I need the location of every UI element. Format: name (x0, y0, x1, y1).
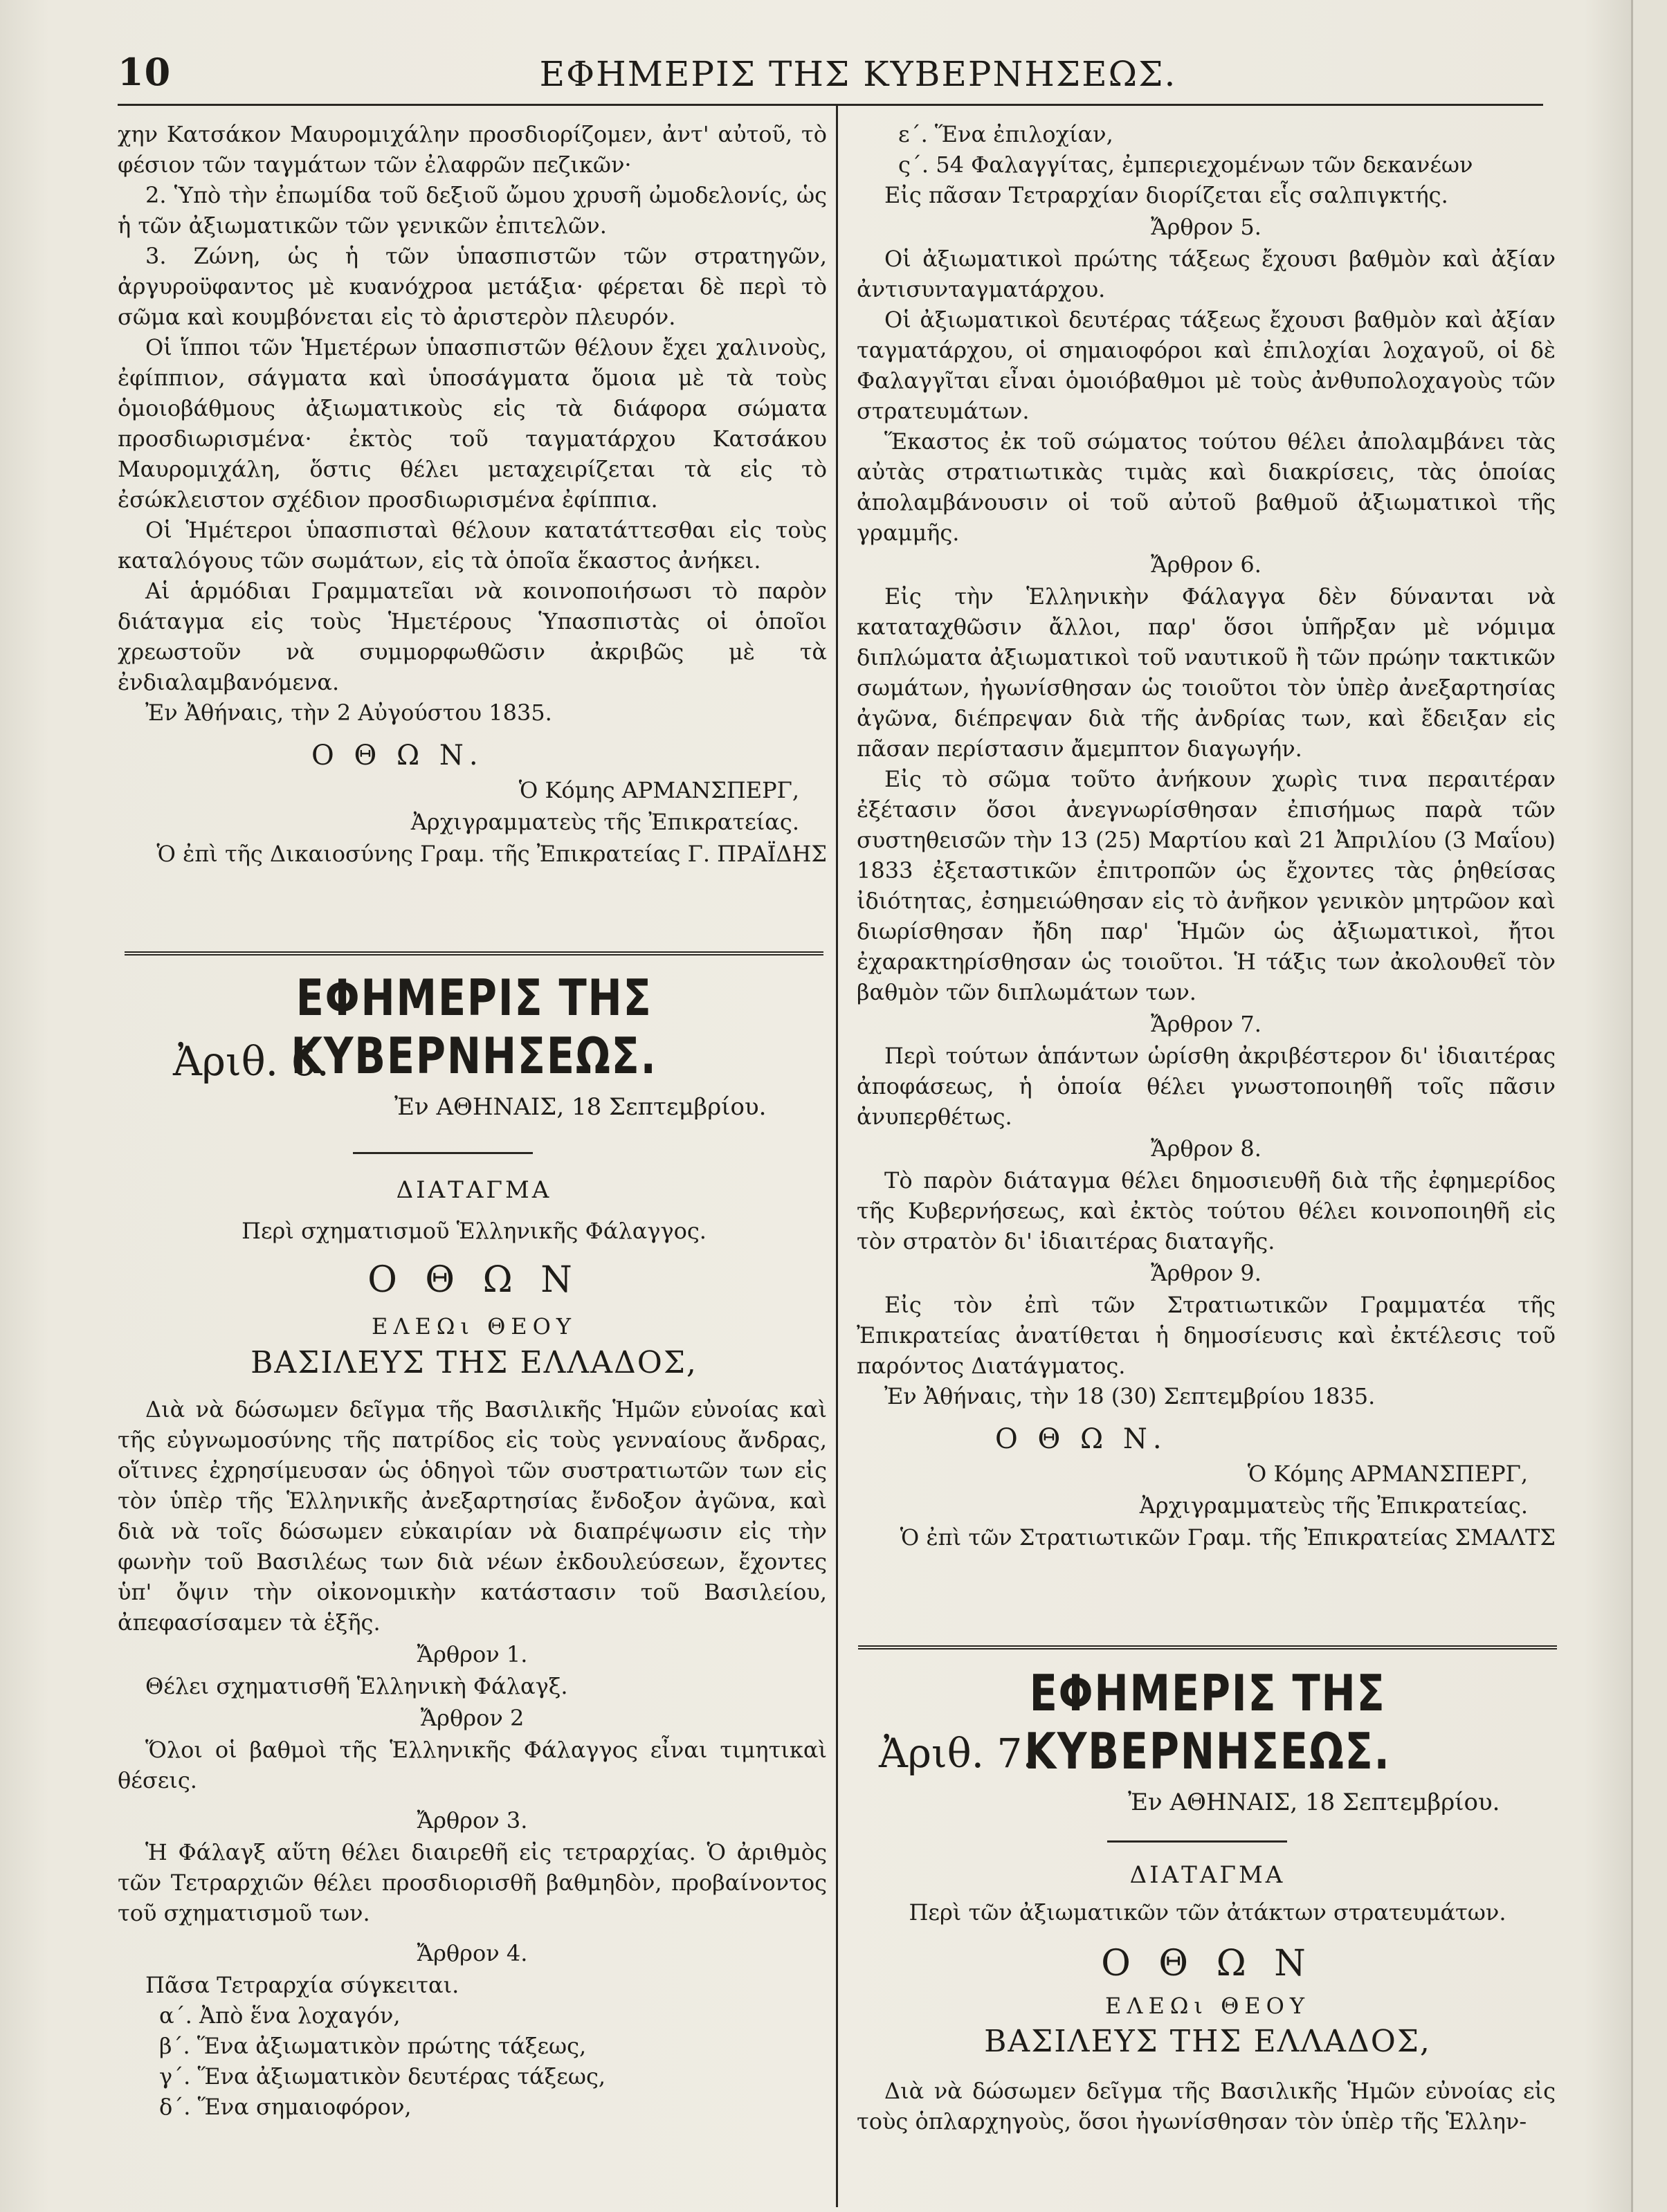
paragraph: Πᾶσα Τετραρχία σύγκειται. (145, 1972, 459, 1998)
right-column-top (857, 119, 1556, 1554)
by-grace-of-god: ΕΛΕΩι ΘΕΟΥ (371, 1313, 577, 1340)
article-heading: Ἄρθρον 1. (417, 1641, 528, 1667)
date-line: Ἐν Ἀθήναις, τὴν 18 (30) Σεπτεμβρίου 1835. (884, 1383, 1376, 1409)
paragraph: Θέλει σχηματισθῆ Ἑλληνικὴ Φάλαγξ. (145, 1673, 568, 1699)
king-signature: Ο Θ Ω Ν. (995, 1423, 1167, 1455)
decree-subject: Περὶ σχηματισμοῦ Ἑλληνικῆς Φάλαγγος. (242, 1218, 707, 1244)
short-rule (353, 1152, 533, 1154)
article-heading: Ἄρθρον 3. (417, 1807, 528, 1834)
masthead-issue-7: ΕΦΗΜΕΡΙΣ ΤΗΣ ΚΥΒΕΡΝΗΣΕΩΣ. (1024, 1664, 1391, 1780)
paragraph: Εἰς τὸν ἐπὶ τῶν Στρατιωτικῶν Γραμματέα τῆς Ἐπικρατείας ἀνατίθεται ἡ δημοσίευσις καὶ ἐκτέλεσις τοῦ παρόντος Διατάγματος. (857, 1292, 1556, 1379)
list-item: δ΄. Ἕνα σημαιοφόρον, (159, 2094, 412, 2120)
paragraph: Εἰς τὴν Ἑλληνικὴν Φάλαγγα δὲν δύνανται νὰ καταταχθῶσιν ἄλλοι, παρ' ὅσοι ὑπῆρξαν μὲ νόμιμα διπλώματα ἀξιωματικοὶ τοῦ ναυτικοῦ ἢ τῶν πρώην τακτικῶν σωμάτων, ἠγωνίσθησαν ὡς τοιοῦτοι τὸν ὑπὲρ ἀνεξαρτησίας ἀγῶνα, διέπρεψαν διὰ τῆς ἀνδρίας των, καὶ ἔδειξαν εἰς πᾶσαν περίστασιν ἄμεμπτον διαγωγήν. (857, 583, 1556, 762)
article-heading: Ἄρθρον 9. (1151, 1260, 1261, 1286)
signature-line: Ὁ ἐπὶ τῆς Δικαιοσύνης Γραμ. τῆς Ἐπικρατείας Γ. ΠΡΑΪΔΗΣ (156, 841, 827, 867)
article-heading: Ἄρθρον 4. (417, 1940, 528, 1966)
king-name: Ο Θ Ω Ν (1101, 1943, 1314, 1984)
list-item: ε΄. Ἕνα ἐπιλοχίαν, (898, 121, 1113, 147)
list-item: β΄. Ἕνα ἀξιωματικὸν πρώτης τάξεως, (159, 2033, 587, 2059)
king-signature: Ο Θ Ω Ν. (311, 740, 484, 771)
left-column-top (118, 119, 827, 870)
signature-line: Ἀρχιγραμματεὺς τῆς Ἐπικρατείας. (410, 809, 799, 835)
article-heading: Ἄρθρον 6. (1151, 551, 1261, 578)
paragraph: Εἰς τὸ σῶμα τοῦτο ἀνήκουν χωρὶς τινα περαιτέραν ἐξέτασιν ὅσοι ἀνεγνωρίσθησαν ἐπισήμως παρὰ τῶν συστηθεισῶν τὴν 13 (25) Μαρτίου καὶ 21 Ἀπριλίου (3 Μαΐου) 1833 ἐξεταστικῶν ἐπιτροπῶν ὡς ἔχοντες τὰς ῥηθείσας ἰδιότητας, ἐσημειώθησαν εἰς τὸ ἀνῆκον γενικὸν μητρῶον καὶ διωρίσθησαν ἤδη παρ' Ἡμῶν ὡς ἀξιωματικοὶ, ἤτοι ἐχαρακτηρίσθησαν ὡς τοιοῦτοι. Ἡ τάξις των ἀκολουθεῖ τὸν βαθμὸν τῶν διπλωμάτων των. (857, 766, 1556, 1005)
adjacent-page-edge (1631, 0, 1667, 2212)
king-title: ΒΑΣΙΛΕΥΣ ΤΗΣ ΕΛΛΑΔΟΣ, (250, 1345, 698, 1380)
paragraph: Περὶ τούτων ἁπάντων ὡρίσθη ἀκριβέστερον δι' ἰδιαιτέρας ἀποφάσεως, ἡ ὁποία θέλει γνωστοποιηθῆ τοῖς πᾶσιν ἀνυπερθέτως. (857, 1043, 1556, 1130)
article-heading: Ἄρθρον 7. (1151, 1011, 1261, 1037)
issue-separator-rule (858, 1645, 1557, 1649)
decree-subject: Περὶ τῶν ἀξιωματικῶν τῶν ἀτάκτων στρατευμάτων. (909, 1899, 1506, 1926)
paragraph: Ἕκαστος ἐκ τοῦ σώματος τούτου θέλει ἀπολαμβάνει τὰς αὐτὰς στρατιωτικὰς τιμὰς καὶ διακρίσεις, τὰς ὁποίας ἀπολαμβάνουσιν οἱ τοῦ αὐτοῦ βαθμοῦ ἀξιωματικοὶ τῆς γραμμῆς. (857, 428, 1556, 546)
short-rule (1107, 1840, 1287, 1843)
article-heading: Ἄρθρον 5. (1151, 214, 1261, 240)
paragraph: Ὅλοι οἱ βαθμοὶ τῆς Ἑλληνικῆς Φάλαγγος εἶναι τιμητικαὶ θέσεις. (118, 1737, 827, 1793)
right-column-bottom (857, 2076, 1556, 2137)
list-item: ς΄. 54 Φαλαγγίτας, ἐμπεριεχομένων τῶν δεκανέων (898, 152, 1473, 178)
continued-paragraph: χην Κατσάκον Μαυρομιχάλην προσδιορίζομεν, ἀντ' αὐτοῦ, τὸ φέσιον τῶν ταγμάτων τῶν ἐλαφρῶν πεζικῶν· (118, 121, 827, 178)
paragraph: 2. Ὑπὸ τὴν ἐπωμίδα τοῦ δεξιοῦ ὤμου χρυσῆ ὠμοδελονίς, ὡς ἡ τῶν ἀξιωματικῶν τῶν γενικῶν ἐπιτελῶν. (118, 182, 827, 239)
issue-date: Ἐν ΑΘΗΝΑΙΣ, 18 Σεπτεμβρίου. (1128, 1789, 1500, 1816)
king-title: ΒΑΣΙΛΕΥΣ ΤΗΣ ΕΛΛΑΔΟΣ, (984, 2024, 1431, 2059)
paragraph: Αἱ ἁρμόδιαι Γραμματεῖαι νὰ κοινοποιήσωσι τὸ παρὸν διάταγμα εἰς τοὺς Ἡμετέρους Ὑπασπιστὰς οἱ ὁποῖοι χρεωστοῦν νὰ συμμορφωθῶσιν ἀκριβῶς μὲ τὰ ἐνδιαλαμβανόμενα. (118, 578, 827, 695)
list-item: γ΄. Ἕνα ἀξιωματικὸν δευτέρας τάξεως, (159, 2063, 606, 2090)
header-rule (118, 104, 1543, 106)
paragraph: Τὸ παρὸν διάταγμα θέλει δημοσιευθῆ διὰ τῆς ἐφημερίδος τῆς Κυβερνήσεως, καὶ ἐκτὸς τούτου θέλει κοινοποιηθῆ εἰς τὸν στρατὸν δι' ἰδιαιτέρας διαταγῆς. (857, 1167, 1556, 1254)
paragraph: Οἱ Ἡμέτεροι ὑπασπισταὶ θέλουν κατατάττεσθαι εἰς τοὺς καταλόγους τῶν σωμάτων, εἰς τὰ ὁποῖα ἕκαστος ἀνήκει. (118, 517, 827, 574)
issue-date: Ἐν ΑΘΗΝΑΙΣ, 18 Σεπτεμβρίου. (394, 1093, 767, 1121)
decree-title: ΔΙΑΤΑΓΜΑ (1129, 1861, 1286, 1889)
issue-number: Ἀριθ. 7. (879, 1730, 1035, 1777)
masthead-issue-6: ΕΦΗΜΕΡΙΣ ΤΗΣ ΚΥΒΕΡΝΗΣΕΩΣ. (291, 969, 657, 1085)
left-column-bottom (118, 1394, 827, 2122)
signature-line: Ἀρχιγραμματεὺς τῆς Ἐπικρατείας. (1139, 1492, 1528, 1519)
signature-line: Ὁ ἐπὶ τῶν Στρατιωτικῶν Γραμ. τῆς Ἐπικρατείας ΣΜΑΛΤΣ (900, 1524, 1556, 1551)
page-number: 10 (118, 50, 172, 94)
signature-line: Ὁ Κόμης ΑΡΜΑΝΣΠΕΡΓ, (1247, 1461, 1528, 1487)
preamble: Διὰ νὰ δώσωμεν δεῖγμα τῆς Βασιλικῆς Ἡμῶν εὐνοίας καὶ τῆς εὐγνωμοσύνης τῆς πατρίδος εἰς τοὺς γενναίους ἄνδρας, οἵτινες ἐχρησίμευσαν ὡς ὁδηγοὶ τῶν συστρατιωτῶν των εἰς τὸν ὑπὲρ τῆς Ἑλληνικῆς ἀνεξαρτησίας ἔνδοξον ἀγῶνα, καὶ διὰ νὰ τοῖς δώσωμεν εὐκαιρίαν νὰ διαπρέψωσιν εἰς τὴν φωνὴν τοῦ Βασιλέως των διὰ νέων ἐκδουλεύσεων, ἔχοντες ὑπ' ὄψιν τὴν οἰκονομικὴν κατάστασιν τοῦ Βασιλείου, ἀπεφασίσαμεν τὰ ἑξῆς. (118, 1396, 827, 1636)
column-divider (836, 104, 838, 2207)
list-item: α΄. Ἀπὸ ἕνα λοχαγόν, (159, 2002, 401, 2029)
paragraph: 3. Ζώνη, ὡς ἡ τῶν ὑπασπιστῶν τῶν στρατηγῶν, ἀργυροϋφαντος μὲ κυανόχροα μετάξια· φέρεται δὲ περὶ τὸ σῶμα καὶ κουμβόνεται εἰς τὸ ἀριστερὸν πλευρόν. (118, 243, 827, 330)
running-title: ΕΦΗΜΕΡΙΣ ΤΗΣ ΚΥΒΕΡΝΗΣΕΩΣ. (539, 54, 1177, 94)
article-heading: Ἄρθρον 2 (420, 1705, 525, 1731)
signature-line: Ὁ Κόμης ΑΡΜΑΝΣΠΕΡΓ, (518, 777, 799, 803)
article-heading: Ἄρθρον 8. (1151, 1135, 1261, 1162)
paragraph: Εἰς πᾶσαν Τετραρχίαν διορίζεται εἷς σαλπιγκτής. (884, 182, 1448, 208)
date-line: Ἐν Ἀθήναις, τὴν 2 Αὐγούστου 1835. (145, 700, 552, 726)
paragraph: Οἱ ἵπποι τῶν Ἡμετέρων ὑπασπιστῶν θέλουν ἔχει χαλινοὺς, ἐφίππιον, σάγματα καὶ ὑποσάγματα ὅμοια μὲ τὰ τοὺς ὁμοιοβάθμους ἀξιωματικοὺς εἰς τὰ διάφορα σώματα προσδιωρισμένα· ἐκτὸς τοῦ ταγματάρχου Κατσάκου Μαυρομιχάλη, ὅστις θέλει μεταχειρίζεται τὰ εἰς τὸ ἐσώκλειστον σχέδιον προσδιωρισμένα ἐφίππια. (118, 334, 827, 513)
paragraph: Οἱ ἀξιωματικοὶ δευτέρας τάξεως ἔχουσι βαθμὸν καὶ ἀξίαν ταγματάρχου, οἱ σημαιοφόροι καὶ ἐπιλοχίαι λοχαγοῦ, οἱ δὲ Φαλαγγῖται εἶναι ὁμοιόβαθμοι μὲ τοὺς ἀνθυπολοχαγοὺς τῶν στρατευμάτων. (857, 307, 1556, 424)
by-grace-of-god: ΕΛΕΩι ΘΕΟΥ (1104, 1993, 1311, 2019)
king-name: Ο Θ Ω Ν (367, 1259, 581, 1301)
decree-title: ΔΙΑΤΑΓΜΑ (396, 1176, 552, 1204)
issue-number: Ἀριθ. 6. (173, 1038, 329, 1085)
paragraph: Οἱ ἀξιωματικοὶ πρώτης τάξεως ἔχουσι βαθμὸν καὶ ἀξίαν ἀντισυνταγματάρχου. (857, 246, 1556, 302)
paragraph: Ἡ Φάλαγξ αὕτη θέλει διαιρεθῆ εἰς τετραρχίας. Ὁ ἀριθμὸς τῶν Τετραρχιῶν θέλει προσδιορισθῆ βαθμηδὸν, προβαίνοντος τοῦ σχηματισμοῦ των. (118, 1839, 827, 1926)
preamble: Διὰ νὰ δώσωμεν δεῖγμα τῆς Βασιλικῆς Ἡμῶν εὐνοίας εἰς τοὺς ὁπλαρχηγοὺς, ὅσοι ἠγωνίσθησαν τὸν ὑπὲρ τῆς Ἑλλην- (857, 2078, 1556, 2135)
issue-separator-rule (125, 951, 823, 956)
